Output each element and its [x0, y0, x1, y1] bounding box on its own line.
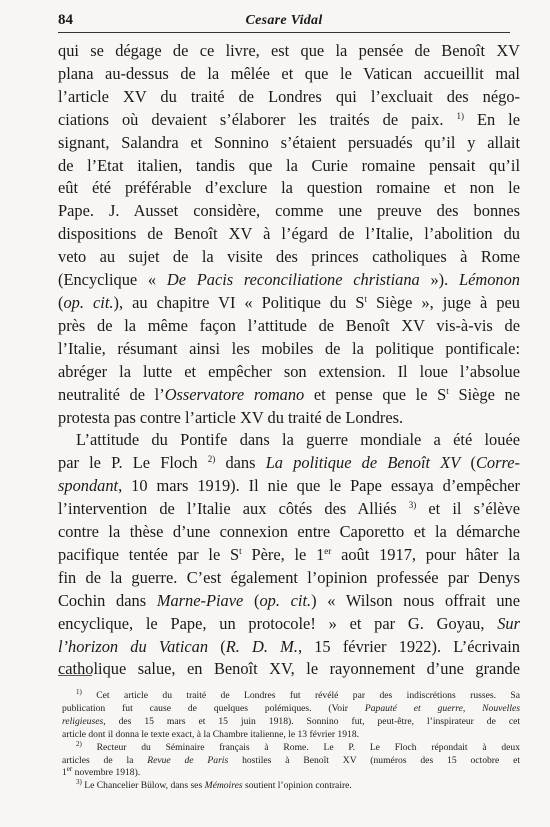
- footnote-line: [62, 780, 520, 793]
- body-text: [58, 40, 520, 681]
- text-run: , des 15 mars et 15 juin 1918). Sonnino fut, peut-être, l’inspirateur de cet: [103, 715, 520, 727]
- body-line: [58, 246, 520, 269]
- text-run: »).: [419, 270, 459, 290]
- footnote-line: [62, 767, 520, 780]
- italic-text: La politique de Benoît XV: [265, 453, 461, 473]
- text-run: Recteur du Séminaire français à Rome. Le P. Le Floch répondait à deux: [81, 741, 520, 753]
- body-line: [58, 475, 520, 498]
- text-run: l’intervention de l’Italie aux côtés des Alliés: [58, 499, 409, 519]
- body-line: [58, 613, 520, 636]
- text-run: Cet article du traité de Londres fut révélé par des indiscrétions russes. Sa: [81, 690, 520, 701]
- italic-text: Osservatore romano: [164, 384, 305, 404]
- body-line: [58, 544, 520, 567]
- note-marker: er: [66, 765, 73, 774]
- note-marker: 2): [207, 454, 216, 465]
- text-run: et pense que le S: [304, 384, 447, 404]
- text-run: Pape. J. Ausset considère, comme une preuve des bonnes: [58, 201, 520, 221]
- italic-text: religieuses: [62, 715, 104, 727]
- footnote-separator: [58, 675, 92, 676]
- text-run: Cochin dans: [58, 590, 157, 610]
- italic-text: Corre-: [475, 453, 520, 473]
- note-marker: er: [324, 545, 332, 556]
- text-run: catholique salue, en Benoît XV, le rayonnement d’une grande: [58, 659, 520, 679]
- note-marker: 1): [76, 688, 82, 696]
- note-marker: t: [364, 293, 367, 304]
- text-run: l’Italie, résumant ainsi les mobiles de la politique pontificale:: [58, 338, 520, 358]
- text-run: par le P. Le Floch: [58, 453, 208, 473]
- text-run: fin de la guerre. C’est également l’opinion professée par Denys: [58, 567, 520, 587]
- body-line: [58, 315, 520, 338]
- running-head: Cesare Vidal: [245, 13, 323, 28]
- text-run: août 1917, pour hâter la: [331, 544, 520, 564]
- text-run: Siège », juge à peu: [366, 292, 520, 312]
- note-marker: t: [239, 545, 242, 556]
- text-run: qui se dégage de ce livre, est que la pensée de Benoît XV: [58, 41, 520, 60]
- text-run: 1: [62, 767, 67, 779]
- footnote-line: [62, 755, 520, 768]
- text-run: ), au chapitre VI « Politique du S: [113, 292, 365, 312]
- italic-text: spondant: [58, 476, 119, 496]
- text-run: publication fut cause de quelques polémiques. (Voir: [62, 702, 365, 714]
- text-run: pacifique tentée par le S: [58, 544, 240, 564]
- italic-text: l’horizon du Vatican: [58, 636, 209, 656]
- text-run: contre la thèse d’une connexion entre Caporetto et la démarche: [58, 522, 520, 542]
- text-run: En le: [463, 109, 520, 129]
- body-line: [58, 109, 520, 132]
- note-marker: 1): [456, 110, 464, 121]
- body-line: [58, 498, 520, 521]
- footnote-line: [62, 729, 520, 742]
- italic-text: Papauté et guerre, Nouvelles: [364, 702, 520, 714]
- body-line: [58, 86, 520, 109]
- italic-text: R. D. M.: [225, 636, 298, 656]
- text-run: encyclique, le Pape, un protocole! » et par G. Goyau,: [58, 613, 498, 633]
- footnotes: [62, 690, 520, 793]
- text-run: novembre 1918).: [72, 767, 141, 779]
- text-run: dans: [215, 453, 266, 473]
- text-run: (Encyclique «: [58, 270, 167, 290]
- body-line: [58, 658, 520, 681]
- footnote-line: [62, 739, 520, 755]
- text-run: l’article XV du traité de Londres qui l’excluait des négo-: [58, 86, 520, 106]
- note-marker: 3): [76, 778, 82, 787]
- text-run: L’attitude du Pontife dans la guerre mondiale a été louée: [76, 430, 520, 450]
- body-line: [58, 338, 520, 361]
- italic-text: Mémoires: [204, 780, 243, 792]
- italic-text: op. cit.: [259, 590, 312, 610]
- italic-text: Marne-Piave: [156, 590, 244, 610]
- body-line: [58, 155, 520, 178]
- body-line: [58, 429, 520, 452]
- footnote-line: [62, 716, 520, 729]
- body-line: [58, 567, 520, 590]
- text-run: , 10 mars 1919). Il nie que le Pape essaya d’empêcher: [118, 476, 520, 496]
- text-run: eût été préférable d’exclure la question romaine et non le: [58, 178, 520, 198]
- note-marker: t: [446, 385, 449, 396]
- text-run: près de la même façon l’attitude de Benoît XV vis-à-vis de: [58, 315, 520, 335]
- italic-text: De Pacis reconciliatione christiana: [166, 270, 420, 290]
- body-line: [58, 636, 520, 659]
- body-line: [58, 200, 520, 223]
- italic-text: Revue de Paris: [147, 754, 229, 766]
- footnote-line: [62, 703, 520, 716]
- text-run: Siège ne: [448, 384, 520, 404]
- text-run: soutient l’opinion contraire.: [242, 780, 352, 792]
- text-run: article dont il donna le texte exact, à la Chambre italienne, le 13 février 1918.: [62, 728, 360, 740]
- italic-text: op. cit.: [63, 292, 114, 312]
- text-run: de l’Etat italien, tandis que la Curie romaine pensait qu’il: [58, 155, 520, 175]
- italic-text: Lémonon: [458, 270, 520, 290]
- body-line: [58, 269, 520, 292]
- body-line: [58, 132, 520, 155]
- page-header: [58, 12, 510, 33]
- text-run: ) « Wilson nous offrait une: [311, 590, 521, 610]
- body-line: [58, 452, 520, 475]
- note-marker: 3): [408, 500, 417, 511]
- body-line: [58, 384, 520, 407]
- text-run: , 15 février 1922). L’écrivain: [297, 636, 520, 656]
- text-run: dispositions de Benoît XV à l’égard de l’Italie, l’abolition du: [58, 224, 520, 244]
- text-run: protesta pas contre l’article XV du traité de Londres.: [58, 407, 404, 427]
- text-run: veto au sujet de la visite des princes catholiques à Rome: [58, 247, 520, 267]
- text-run: et il s’élève: [416, 499, 520, 519]
- text-run: (: [58, 292, 64, 312]
- text-run: (: [208, 636, 226, 656]
- note-marker: 2): [76, 739, 82, 748]
- body-line: [58, 40, 520, 63]
- body-line: [58, 63, 520, 86]
- text-run: (: [243, 590, 260, 610]
- text-run: ciations où devaient s’élaborer les traités de paix.: [58, 109, 457, 129]
- text-run: neutralité de l’: [58, 384, 165, 404]
- body-line: [58, 590, 520, 613]
- text-run: (: [460, 453, 476, 473]
- italic-text: Sur: [497, 613, 520, 633]
- text-run: abréger la lutte et empêcher son extension. Il loue l’absolue: [58, 361, 520, 381]
- text-run: Père, le 1: [241, 544, 325, 564]
- text-run: articles de la: [62, 754, 148, 766]
- text-run: signant, Salandra et Sonnino s’étaient persuadés qu’il y allait: [58, 132, 520, 152]
- body-line: [58, 177, 520, 200]
- text-run: hostiles à Benoît XV (numéros des 15 octobre et: [228, 754, 521, 766]
- text-run: plana au-dessus de la mêlée et que le Vatican accueillit mal: [58, 63, 520, 83]
- page-number: 84: [58, 12, 73, 28]
- footnote-line: [62, 690, 520, 703]
- body-line: [58, 292, 520, 315]
- body-line: [58, 521, 520, 544]
- body-line: [58, 407, 520, 430]
- body-line: [58, 223, 520, 246]
- body-line: [58, 361, 520, 384]
- text-run: Le Chancelier Bülow, dans ses: [81, 780, 205, 792]
